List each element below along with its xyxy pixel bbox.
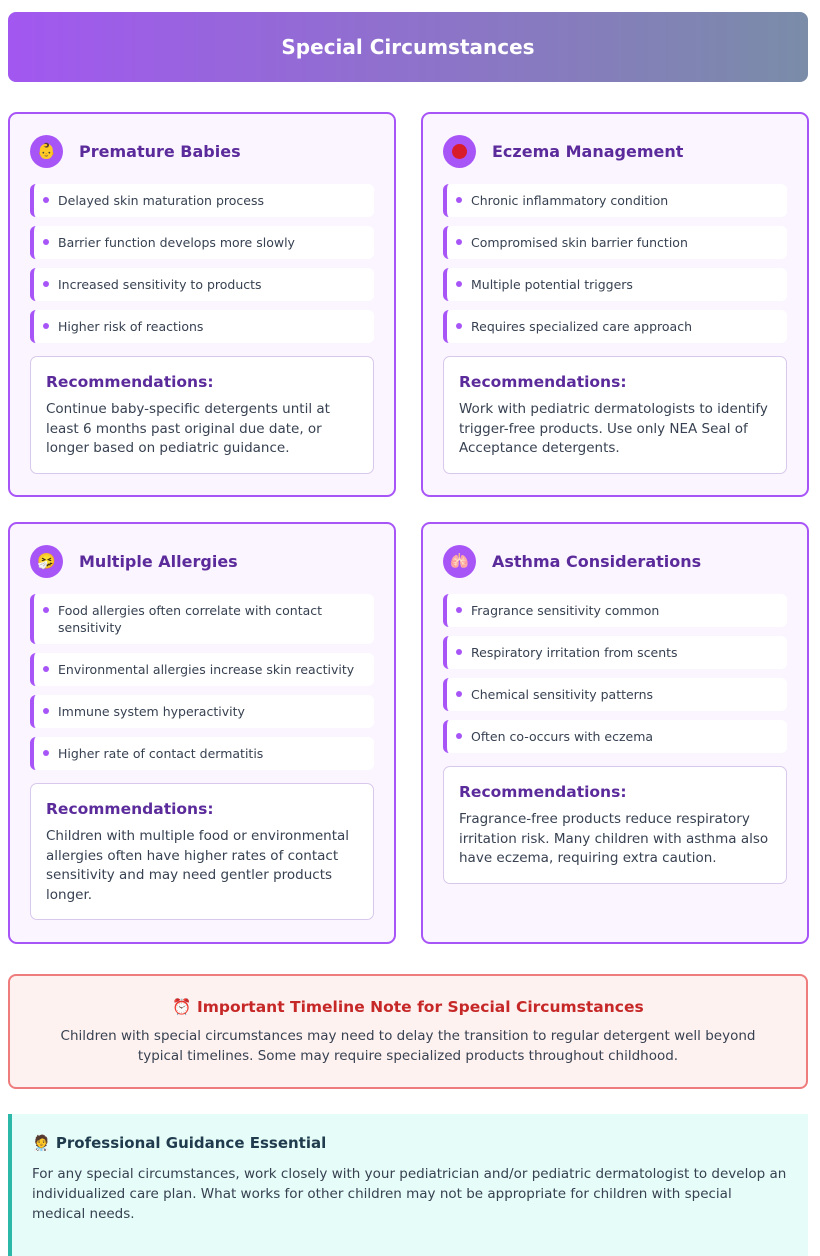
list-item: Chronic inflammatory condition bbox=[443, 184, 787, 217]
card-asthma-considerations bbox=[421, 522, 809, 944]
list-item: Respiratory irritation from scents bbox=[443, 636, 787, 669]
timeline-note-text: Children with special circumstances may need to delay the transition to regular detergent well beyond typical timelines. Some may require specialized products throughout childhood. bbox=[60, 1028, 756, 1064]
list-item: Food allergies often correlate with contact sensitivity bbox=[30, 594, 374, 644]
sneezing-face-icon: 🤧 bbox=[30, 545, 63, 578]
list-item: Environmental allergies increase skin reactivity bbox=[30, 653, 374, 686]
list-item: Fragrance sensitivity common bbox=[443, 594, 787, 627]
timeline-note-title: ⏰ Important Timeline Note for Special Circumstances bbox=[172, 998, 644, 1016]
list-item: Often co-occurs with eczema bbox=[443, 720, 787, 753]
recommendations-text: Work with pediatric dermatologists to identify trigger-free products. Use only NEA Seal of Acceptance detergents. bbox=[459, 401, 768, 456]
recommendations-text: Children with multiple food or environmental allergies often have higher rates of contact sensitivity and may need gentler products longer. bbox=[46, 828, 350, 903]
list-item: Immune system hyperactivity bbox=[30, 695, 374, 728]
card-title: Asthma Considerations bbox=[492, 551, 702, 571]
recommendations-text: Continue baby-specific detergents until at least 6 months past original due date, or longer based on pediatric guidance. bbox=[46, 401, 330, 456]
baby-icon: 👶 bbox=[30, 135, 63, 168]
page-header bbox=[8, 12, 808, 82]
list-item: Multiple potential triggers bbox=[443, 268, 787, 301]
recommendations-title: Recommendations: bbox=[459, 783, 627, 801]
card-multiple-allergies bbox=[8, 522, 396, 944]
card-eczema-management bbox=[421, 112, 809, 497]
list-item: Higher risk of reactions bbox=[30, 310, 374, 343]
list-item: Compromised skin barrier function bbox=[443, 226, 787, 259]
card-title: Eczema Management bbox=[492, 141, 684, 161]
recommendations-box bbox=[30, 783, 374, 920]
card-title: Premature Babies bbox=[79, 141, 241, 161]
list-item: Higher rate of contact dermatitis bbox=[30, 737, 374, 770]
list-item: Requires specialized care approach bbox=[443, 310, 787, 343]
page-title: Special Circumstances bbox=[281, 35, 535, 59]
guidance-title: 🧑‍⚕️ Professional Guidance Essential bbox=[32, 1134, 327, 1152]
list-item: Delayed skin maturation process bbox=[30, 184, 374, 217]
recommendations-title: Recommendations: bbox=[46, 373, 214, 391]
timeline-note bbox=[8, 974, 808, 1089]
list-item: Chemical sensitivity patterns bbox=[443, 678, 787, 711]
list-item: Increased sensitivity to products bbox=[30, 268, 374, 301]
recommendations-box bbox=[30, 356, 374, 474]
guidance-text: For any special circumstances, work closely with your pediatrician and/or pediatric dermatologist to develop an individualized care plan. What works for other children may not be appropriate for children with special medical needs. bbox=[32, 1166, 787, 1222]
card-premature-babies bbox=[8, 112, 396, 497]
recommendations-title: Recommendations: bbox=[46, 800, 214, 818]
professional-guidance bbox=[8, 1114, 808, 1256]
recommendations-box bbox=[443, 356, 787, 474]
list-item: Barrier function develops more slowly bbox=[30, 226, 374, 259]
recommendations-text: Fragrance-free products reduce respiratory irritation risk. Many children with asthma also have eczema, requiring extra caution. bbox=[459, 811, 769, 866]
recommendations-box bbox=[443, 766, 787, 884]
card-title: Multiple Allergies bbox=[79, 551, 238, 571]
recommendations-title: Recommendations: bbox=[459, 373, 627, 391]
red-circle-icon bbox=[443, 135, 476, 168]
lungs-icon: 🫁 bbox=[443, 545, 476, 578]
